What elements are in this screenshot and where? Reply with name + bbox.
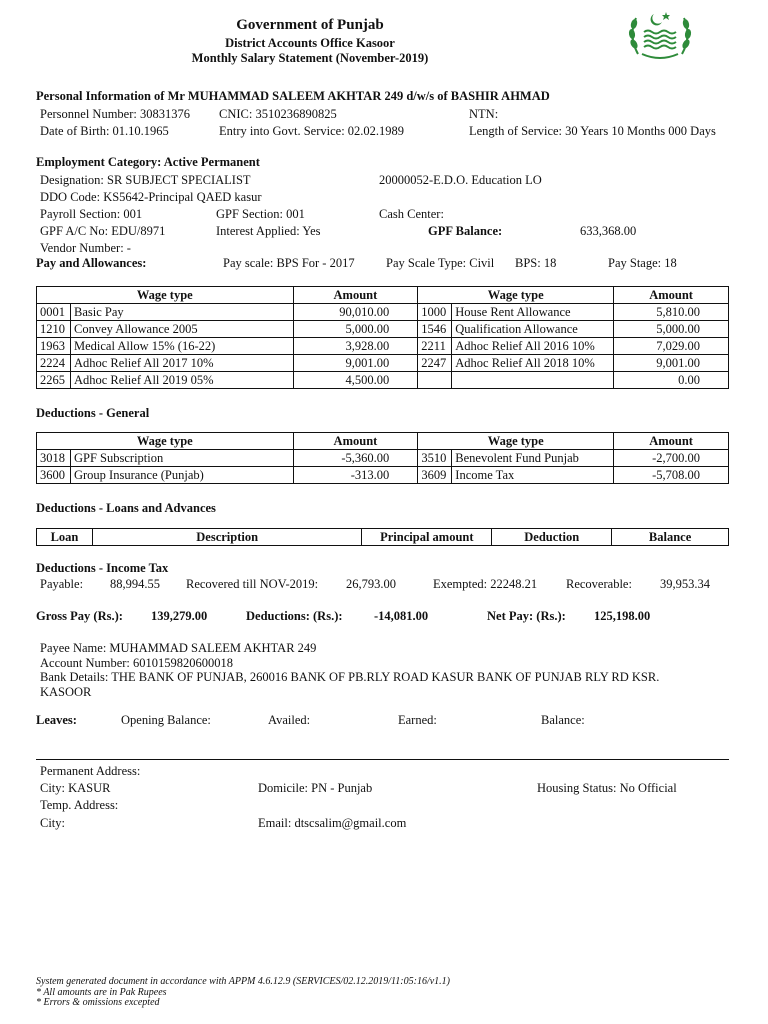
column-header: Description	[92, 529, 361, 546]
availed: Availed:	[268, 713, 311, 727]
table-cell: -313.00	[293, 467, 418, 484]
table-cell: 3609	[418, 467, 452, 484]
table-row	[37, 372, 729, 389]
divider	[36, 759, 729, 760]
column-header: Principal amount	[362, 529, 492, 546]
gpf-account: GPF A/C No: EDU/8971	[40, 224, 166, 238]
table-cell: Basic Pay	[70, 304, 293, 321]
column-header: Loan	[37, 529, 93, 546]
recovered-value: 26,793.00	[346, 577, 396, 591]
column-header: Amount	[293, 287, 418, 304]
temp-city: City:	[40, 816, 66, 830]
table-cell: 5,000.00	[614, 321, 729, 338]
payroll-section: Payroll Section: 001	[40, 207, 143, 221]
pay-heading: Pay and Allowances:	[36, 256, 147, 270]
bps: BPS: 18	[515, 256, 557, 270]
cnic: CNIC: 3510236890825	[219, 107, 337, 121]
leaves-label: Leaves:	[36, 713, 77, 727]
deductions-label: Deductions: (Rs.):	[246, 609, 343, 623]
table-cell: House Rent Allowance	[452, 304, 614, 321]
table-cell: 3,928.00	[293, 338, 418, 355]
personnel-number: Personnel Number: 30831376	[40, 107, 190, 121]
table-cell: 0001	[37, 304, 71, 321]
table-cell: Adhoc Relief All 2016 10%	[452, 338, 614, 355]
opening-balance: Opening Balance:	[121, 713, 211, 727]
table-cell: 5,000.00	[293, 321, 418, 338]
table-cell: -5,360.00	[293, 450, 418, 467]
column-header: Deduction	[492, 529, 612, 546]
loans-heading: Deductions - Loans and Advances	[36, 501, 216, 515]
table-row	[37, 321, 729, 338]
statement-title: Monthly Salary Statement (November-2019)	[191, 51, 429, 65]
table-cell: Adhoc Relief All 2017 10%	[70, 355, 293, 372]
designation: Designation: SR SUBJECT SPECIALIST	[40, 173, 251, 187]
loans-table	[36, 528, 729, 546]
office-code: 20000052-E.D.O. Education LO	[379, 173, 542, 187]
exempted: Exempted: 22248.21	[433, 577, 538, 591]
table-cell: 0.00	[614, 372, 729, 389]
table-header-row	[37, 287, 729, 304]
payable-value: 88,994.55	[110, 577, 160, 591]
table-cell: 4,500.00	[293, 372, 418, 389]
column-header: Amount	[293, 433, 418, 450]
temp-address: Temp. Address:	[40, 798, 119, 812]
vendor-number: Vendor Number: -	[40, 241, 131, 255]
payee-name: Payee Name: MUHAMMAD SALEEM AKHTAR 249	[40, 641, 317, 655]
table-row	[37, 355, 729, 372]
deductions-general-table	[36, 432, 729, 484]
table-cell: GPF Subscription	[70, 450, 293, 467]
gross-pay-value: 139,279.00	[151, 609, 208, 623]
account-number: Account Number: 6010159820600018	[40, 656, 234, 670]
column-header: Amount	[614, 287, 729, 304]
allowances-table	[36, 286, 729, 389]
bank-details-cont: KASOOR	[40, 685, 92, 699]
table-cell: Benevolent Fund Punjab	[452, 450, 614, 467]
permanent-address: Permanent Address:	[40, 764, 141, 778]
recoverable-label: Recoverable:	[566, 577, 632, 591]
table-header-row	[37, 433, 729, 450]
ntn: NTN:	[469, 107, 499, 121]
table-cell: 7,029.00	[614, 338, 729, 355]
table-cell: 9,001.00	[614, 355, 729, 372]
footer-currency-note: * All amounts are in Pak Rupees	[36, 987, 167, 998]
bank-details: Bank Details: THE BANK OF PUNJAB, 260016 BANK OF PB.RLY ROAD KASUR BANK OF PUNJAB RLY RD KSR.	[40, 670, 660, 684]
interest-applied: Interest Applied: Yes	[216, 224, 321, 238]
table-cell: 2211	[418, 338, 452, 355]
table-cell: Convey Allowance 2005	[70, 321, 293, 338]
table-cell: Group Insurance (Punjab)	[70, 467, 293, 484]
net-pay-label: Net Pay: (Rs.):	[487, 609, 566, 623]
recoverable-value: 39,953.34	[660, 577, 710, 591]
table-cell: 2247	[418, 355, 452, 372]
column-header: Wage type	[418, 433, 614, 450]
deductions-value: -14,081.00	[374, 609, 429, 623]
table-cell: Income Tax	[452, 467, 614, 484]
table-row	[37, 338, 729, 355]
employment-heading: Employment Category: Active Permanent	[36, 155, 260, 169]
table-cell: -5,708.00	[614, 467, 729, 484]
table-cell: 3510	[418, 450, 452, 467]
housing-status: Housing Status: No Official	[537, 781, 677, 795]
email: Email: dtscsalim@gmail.com	[258, 816, 407, 830]
table-cell: 1210	[37, 321, 71, 338]
cash-center: Cash Center:	[379, 207, 444, 221]
table-cell: -2,700.00	[614, 450, 729, 467]
column-header: Amount	[614, 433, 729, 450]
table-cell: 2224	[37, 355, 71, 372]
table-cell: Adhoc Relief All 2018 10%	[452, 355, 614, 372]
table-cell: Medical Allow 15% (16-22)	[70, 338, 293, 355]
table-cell	[418, 372, 452, 389]
table-cell: 1000	[418, 304, 452, 321]
gpf-balance-value: 633,368.00	[580, 224, 637, 238]
entry-into-service: Entry into Govt. Service: 02.02.1989	[219, 124, 405, 138]
footer-errors-note: * Errors & omissions excepted	[36, 997, 160, 1008]
table-cell: 1963	[37, 338, 71, 355]
column-header: Wage type	[418, 287, 614, 304]
length-of-service: Length of Service: 30 Years 10 Months 000 Days	[469, 124, 716, 138]
pay-scale: Pay scale: BPS For - 2017	[223, 256, 355, 270]
gpf-section: GPF Section: 001	[216, 207, 305, 221]
column-header: Wage type	[37, 433, 294, 450]
table-cell: 90,010.00	[293, 304, 418, 321]
table-cell: 9,001.00	[293, 355, 418, 372]
table-row	[37, 450, 729, 467]
office-name: District Accounts Office Kasoor	[225, 36, 395, 50]
domicile: Domicile: PN - Punjab	[258, 781, 373, 795]
table-cell: 1546	[418, 321, 452, 338]
net-pay-value: 125,198.00	[594, 609, 651, 623]
city: City: KASUR	[40, 781, 111, 795]
punjab-emblem-icon	[624, 6, 696, 62]
earned: Earned:	[398, 713, 437, 727]
table-cell: 3018	[37, 450, 71, 467]
deductions-general-heading: Deductions - General	[36, 406, 150, 420]
pay-stage: Pay Stage: 18	[608, 256, 677, 270]
column-header: Wage type	[37, 287, 294, 304]
table-cell: 2265	[37, 372, 71, 389]
column-header: Balance	[612, 529, 729, 546]
recovered-label: Recovered till NOV-2019:	[186, 577, 319, 591]
table-cell: Qualification Allowance	[452, 321, 614, 338]
table-row	[37, 304, 729, 321]
income-tax-heading: Deductions - Income Tax	[36, 561, 169, 575]
page-title: Government of Punjab	[236, 17, 384, 33]
payable-label: Payable:	[40, 577, 84, 591]
personal-heading: Personal Information of Mr MUHAMMAD SALEEM AKHTAR 249 d/w/s of BASHIR AHMAD	[36, 89, 550, 103]
table-cell: 3600	[37, 467, 71, 484]
table-cell: 5,810.00	[614, 304, 729, 321]
date-of-birth: Date of Birth: 01.10.1965	[40, 124, 169, 138]
table-cell	[452, 372, 614, 389]
table-row	[37, 467, 729, 484]
pay-scale-type: Pay Scale Type: Civil	[386, 256, 495, 270]
leave-balance: Balance:	[541, 713, 585, 727]
gross-pay-label: Gross Pay (Rs.):	[36, 609, 123, 623]
ddo-code: DDO Code: KS5642-Principal QAED kasur	[40, 190, 262, 204]
table-header-row	[37, 529, 729, 546]
table-cell: Adhoc Relief All 2019 05%	[70, 372, 293, 389]
gpf-balance-label: GPF Balance:	[428, 224, 503, 238]
footer-note: System generated document in accordance with APPM 4.6.12.9 (SERVICES/02.12.2019/11:05:16/v1.1)	[36, 976, 450, 987]
